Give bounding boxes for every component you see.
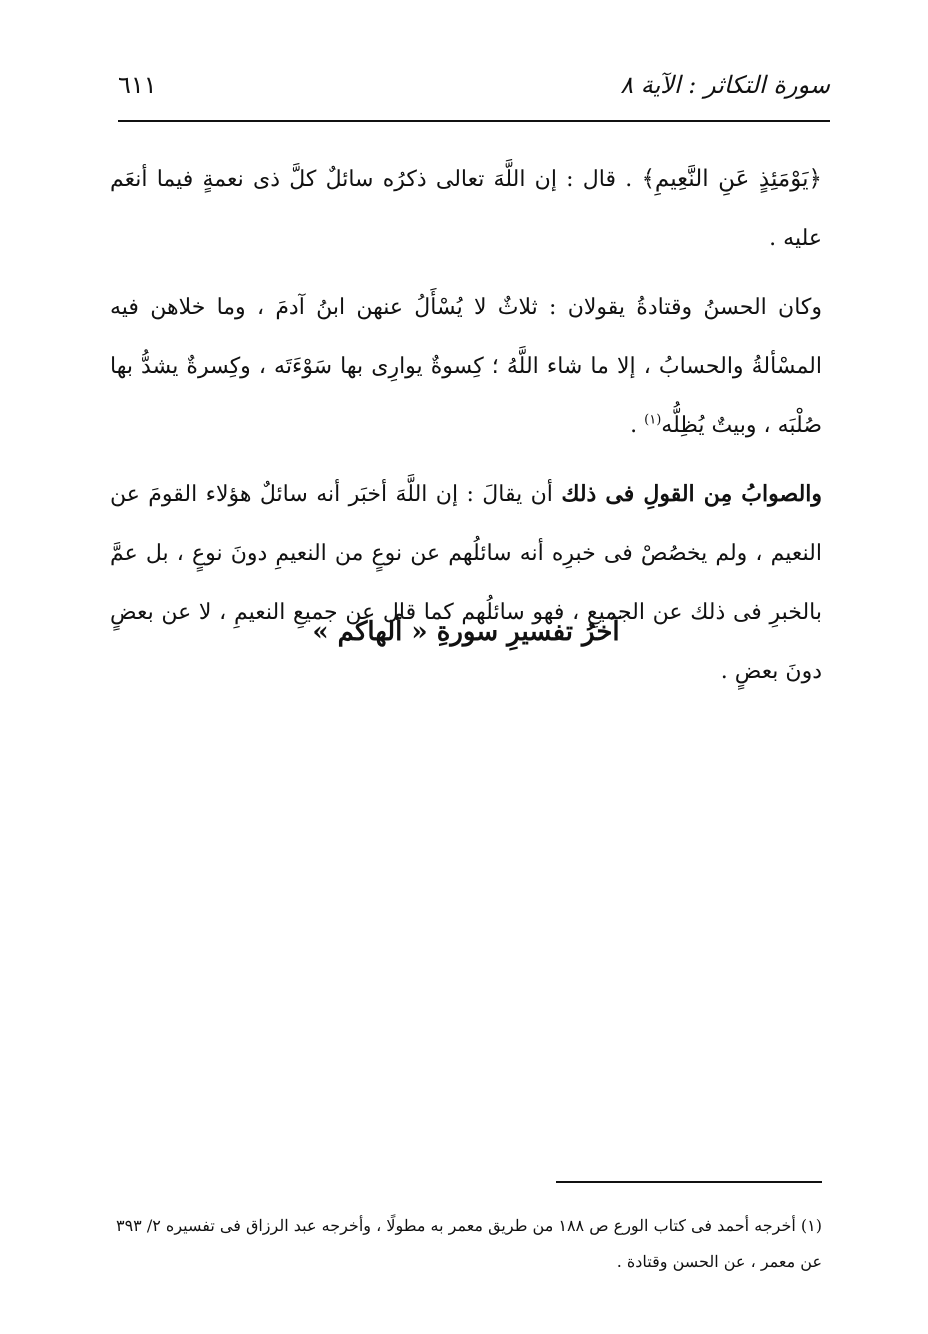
paragraph-3-text: أن يقالَ : إن اللَّهَ أخبَر أنه سائلٌ هؤلاء القومَ عن النعيم ، ولم يخصُصْ فى خبرِه أنه سائلُهم عن نوعٍ من النعيمِ دونَ نوعٍ ، بل عمَّ بالخبرِ فى ذلك عن الجميعِ ، فهو سائلُهم كما قال عن جميعِ النعيمِ ، لا عن بعضٍ دونَ بعضٍ .: [110, 482, 822, 684]
running-title: سورة التكاثر : الآية ٨: [620, 71, 830, 99]
footnote-reference[interactable]: (١): [644, 412, 662, 428]
footnote-divider: [556, 1181, 822, 1183]
paragraph-1-text: . قال : إن اللَّهَ تعالى ذكرُه سائلٌ كلَّ ذى نعمةٍ فيما أنعَم عليه .: [110, 167, 822, 251]
footnote-line-1: (١) أخرجه أحمد فى كتاب الورع ص ١٨٨ من طريق معمر به مطولًا ، وأخرجه عبد الرزاق فى تفسيره ٢/ ٣٩٣: [115, 1216, 822, 1235]
quran-quote: ﴿يَوْمَئِذٍ عَنِ النَّعِيمِ﴾: [641, 166, 822, 192]
paragraph-1: [110, 150, 822, 268]
page-number: ٦١١: [118, 71, 157, 99]
footnotes: [110, 1208, 822, 1280]
paragraph-2-end: .: [630, 413, 645, 438]
paragraph-3-lead: والصوابُ مِن القولِ فى ذلك: [561, 481, 823, 507]
running-header: [118, 62, 830, 106]
paragraph-2: [110, 278, 822, 455]
paragraph-3: [110, 465, 822, 701]
surah-end-heading: آخرُ تفسيرِ سورةِ « ألهاكم »: [312, 617, 620, 647]
footnote-line-2: عن معمر ، عن الحسن وقتادة .: [616, 1252, 822, 1271]
header-divider: [118, 120, 830, 122]
paragraph-2-text: وكان الحسنُ وقتادةُ يقولان : ثلاثٌ لا يُسْأَلُ عنهن ابنُ آدمَ ، وما خلاهن فيه المسْألةُ والحسابُ ، إلا ما شاء اللَّهُ ؛ كِسوةٌ يوارِى بها سَوْءَتَه ، وكِسرةٌ يشدُّ بها صُلْبَه ، وبيتٌ يُظِلُّه: [110, 295, 822, 438]
